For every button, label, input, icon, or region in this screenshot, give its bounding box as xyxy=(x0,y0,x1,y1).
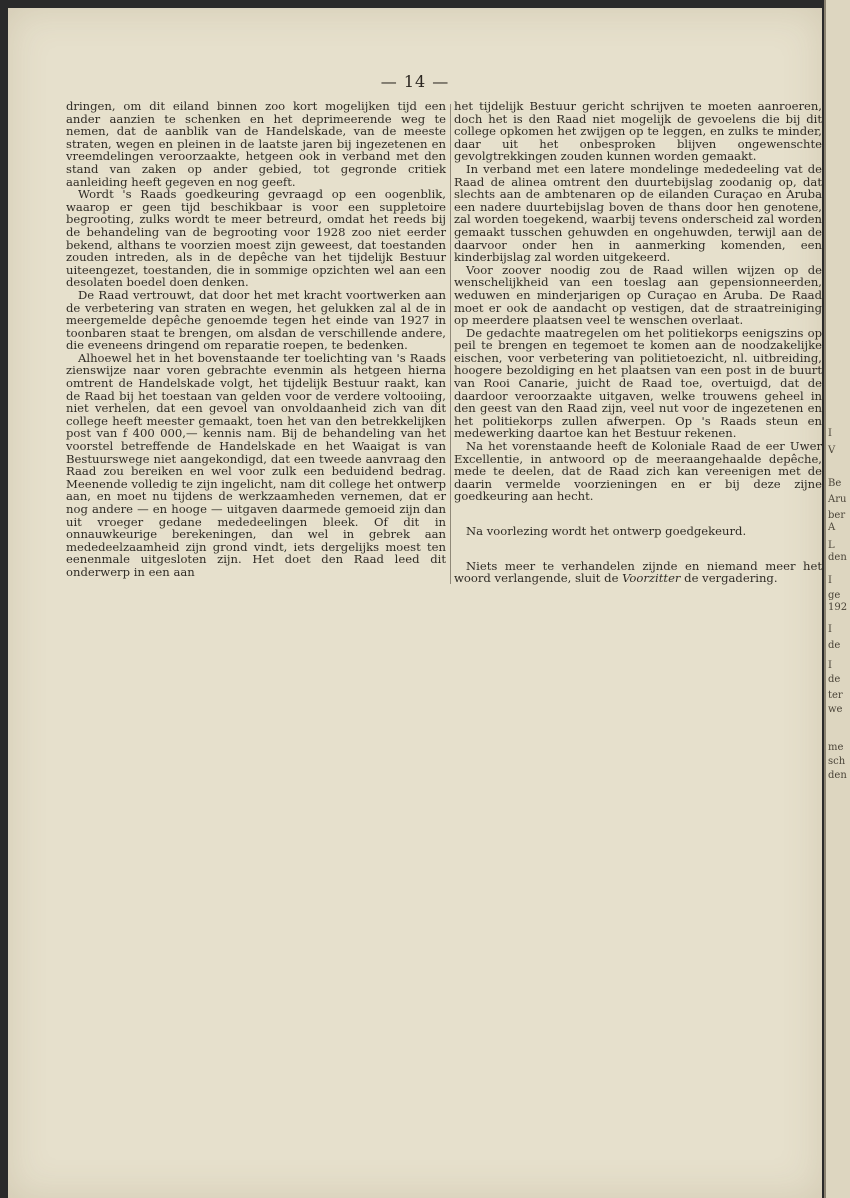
closing-prefix: Niets meer te verhandelen zijnde en niemand meer het woord verlangende, sluit de xyxy=(454,558,822,586)
fragment-14: de xyxy=(828,674,841,685)
left-paragraph-2: Wordt 's Raads goedkeuring gevraagd op een oogenblik, waarop er geen tijd beschikbaar is voor een suppletoire begrooting, zulks wordt te meer betreurd, omdat het reeds bij de behandeling van de begrooting voor 1928 zoo niet eerder bekend, althans te voorzien moest zijn geweest, dat toestanden zouden intreden, als in de depêche van het tijdelijk Bestuur uiteengezet, toestanden, die in sommige opzichten wel aan een desolaten boedel doen denken. xyxy=(66,187,446,290)
left-column xyxy=(66,100,446,579)
page-number: — 14 — xyxy=(380,72,450,91)
right-paragraph-1: het tijdelijk Bestuur gericht schrijven te moeten aanroeren, doch het is den Raad niet mogelijk de gevoelens die bij dit college opkomen het zwijgen op te leggen, en zulks te minder, daar uit het onbesproken blijven ongewenschte gevolgtrekkingen zouden kunnen worden gemaakt. xyxy=(454,99,822,164)
fragment-2: Be xyxy=(828,478,842,489)
chairman-title: Voorzitter xyxy=(622,571,681,586)
right-paragraph-3: Voor zoover noodig zou de Raad willen wijzen op de wenschelijkheid van een toeslag aan gepensionneerden, weduwen en minderjarigen op Curaçao en Aruba. De Raad moet er ook de aandacht op vestigen, dat de straatreiniging op meerdere plaatsen veel te wenschen overlaat. xyxy=(454,262,822,328)
closing-suffix: de vergadering. xyxy=(680,571,778,586)
fragment-3: Aru xyxy=(828,494,847,505)
left-paragraph-4: Alhoewel het in het bovenstaande ter toelichting van 's Raads zienswijze naar voren gebrachte evenmin als hetgeen hierna omtrent de Handelskade volgt, het tijdelijk Bestuur raakt, kan de Raad bij het toestaan van gelden voor de verdere voltooiing, niet verhelen, dat een gevoel van onvoldaanheid zich van dit college heeft meester gemaakt, toen het van den betrekkelijken post van f 400 000,— kennis nam. Bij de behandeling van het voorstel betreffende de Handelskade en het Waaigat is van Bestuurswege niet aangekondigd, dat een tweede aanvraag den Raad zou bereiken en wel voor zulk een beduidend bedrag. Meenende volledig te zijn ingelicht, nam dit college het ontwerp aan, en moet nu tijdens de werkzaamheden vernemen, dat er nog andere — en hooge — uitgaven daarmede gemoeid zijn dan uit vroeger gedane mededeelingen bleek. Of dit in onnauwkeurige berekeningen, dan wel in gebrek aan mededeelzaamheid zijn grond vindt, iets dergelijks moest ten eenenmale uitgesloten zijn. Het doet den Raad leed dit onderwerp in een aan xyxy=(66,350,446,579)
column-divider xyxy=(450,104,451,584)
document-page xyxy=(8,8,822,1198)
closing-statement xyxy=(454,560,822,585)
fragment-17: me xyxy=(828,742,844,753)
approval-note: Na voorlezing wordt het ontwerp goedgekeurd. xyxy=(466,524,747,538)
right-paragraph-2: In verband met een latere mondelinge mededeeling vat de Raad de alinea omtrent den duurtebijslag zoodanig op, dat slechts aan de ambtenaren op de eilanden Curaçao en Aruba een nadere duurtebijslag boven de thans door hen genotene, zal worden toegekend, waarbij tevens onderscheid zal worden gemaakt tusschen gehuwden en ongehuwden, terwijl aan de daarvoor onder hen in aanmerking komenden, een kinderbijslag zal worden uitgekeerd. xyxy=(454,161,822,265)
fragment-19: den xyxy=(828,770,847,781)
fragment-4: ber xyxy=(828,510,846,521)
left-paragraph-1: dringen, om dit eiland binnen zoo kort mogelijken tijd een ander aanzien te schenken en het deprimeerende weg te nemen, dat de aanblik van de Handelskade, van de meeste straten, wegen en pleinen in de laatste jaren bij ingezetenen en vreemdelingen veroorzaakte, hetgeen ook in verband met den stand van zaken op ander gebied, tot gegronde critiek aanleiding heeft gegeven en nog geeft. xyxy=(66,99,446,189)
fragment-16: we xyxy=(828,704,843,715)
fragment-10: 192 xyxy=(828,602,848,613)
fragment-6: L xyxy=(828,540,835,551)
fragment-13: I xyxy=(828,660,832,671)
fragment-7: den xyxy=(828,552,847,563)
fragment-18: sch xyxy=(828,756,846,767)
fragment-15: ter xyxy=(828,690,843,701)
adjacent-page-edge xyxy=(824,0,850,1198)
fragment-0: I xyxy=(828,428,832,439)
fragment-5: A xyxy=(828,522,836,533)
right-column xyxy=(454,100,822,585)
right-paragraph-5: Na het vorenstaande heeft de Koloniale Raad de eer Uwer Excellentie, in antwoord op de meeraangehaalde depêche, mede te deelen, dat de Raad zich kan vereenigen met de daarin vermelde voorzieningen en er bij deze zijne goedkeuring aan hecht. xyxy=(454,439,822,504)
left-paragraph-3: De Raad vertrouwt, dat door het met kracht voortwerken aan de verbetering van straten en wegen, het gelukken zal al de in meergemelde depêche genoemde tegen het einde van 1927 in toonbaren staat te brengen, om alsdan de verschillende andere, die eveneens dringend om reparatie roepen, te bedenken. xyxy=(66,287,446,353)
fragment-11: I xyxy=(828,624,832,635)
fragment-1: V xyxy=(828,445,836,456)
fragment-9: ge xyxy=(828,590,841,601)
fragment-12: de xyxy=(828,640,841,651)
fragment-8: I xyxy=(828,575,832,586)
right-paragraph-4: De gedachte maatregelen om het politiekorps eenigszins op peil te brengen en tegemoet te komen aan de noodzakelijke eischen, voor verbetering van politietoezicht, nl. uitbreiding, hoogere bezoldiging en het plaatsen van een post in de buurt van Rooi Canarie, juicht de Raad toe, overtuigd, dat de daardoor veroorzaakte uitgaven, welke trouwens geheel in den geest van den Raad zijn, veel nut voor de ingezetenen en het politiekorps zullen afwerpen. Op 's Raads steun en medewerking daartoe kan het Bestuur rekenen. xyxy=(454,325,822,441)
